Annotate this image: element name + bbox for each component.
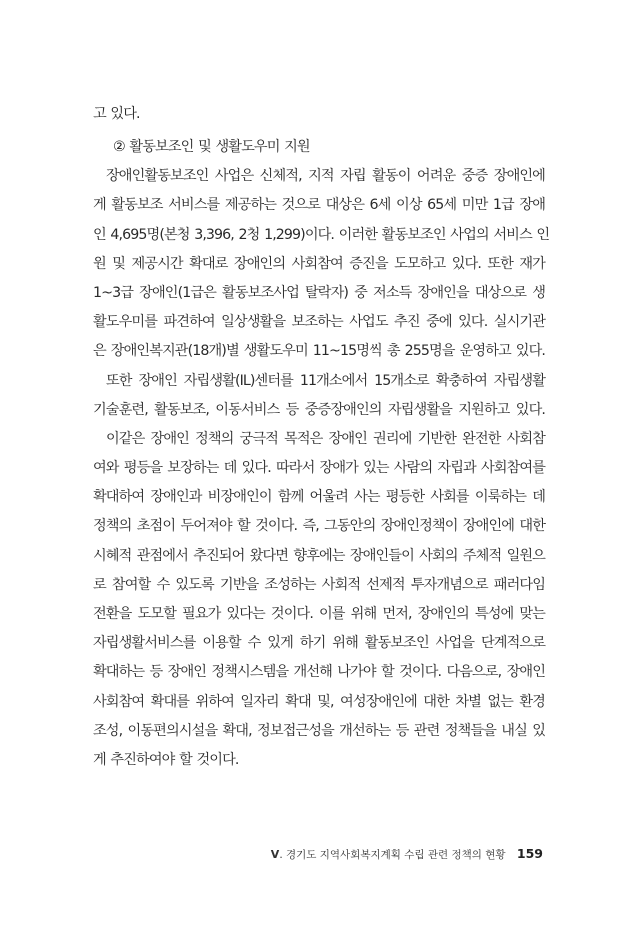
text-line: 활도우미를 파견하여 일상생활을 보조하는 사업도 추진 중에 있다. 실시기관 [93, 314, 545, 331]
text-line: 확대하는 등 장애인 정책시스템을 개선해 나가야 할 것이다. 다음으로, 장애인 [93, 664, 545, 681]
text-line: 고 있다. [93, 106, 140, 122]
text-line: 정책의 초점이 두어져야 할 것이다. 즉, 그동안의 장애인정책이 장애인에 대한 [93, 518, 545, 535]
running-title: 경기도 지역사회복지계획 수립 관련 정책의 현황 [286, 849, 506, 861]
text-line: 여와 평등을 보장하는 데 있다. 따라서 장애가 있는 사람의 자립과 사회참여를 [93, 460, 545, 477]
chapter-number: V [270, 848, 280, 861]
text-line: 로 참여할 수 있도록 기반을 조성하는 사회적 선제적 투자개념으로 패러다임 [93, 576, 545, 593]
body-text [93, 96, 550, 775]
text-line: 또한 장애인 자립생활(IL)센터를 11개소에서 15개소로 확충하여 자립생활 [106, 372, 545, 389]
text-line: 전환을 도모할 필요가 있다는 것이다. 이를 위해 먼저, 장애인의 특성에 맞는 [93, 606, 545, 622]
text-line: 장애인활동보조인 사업은 신체적, 지적 자립 활동이 어려운 중증 장애인에 [106, 168, 545, 185]
section-heading: ② 활동보조인 및 생활도우미 지원 [113, 139, 310, 155]
text-line: 게 추진하여야 할 것이다. [93, 751, 239, 768]
text-line: 1~3급 장애인(1급은 활동보조사업 탈락자) 중 저소득 장애인을 대상으로 생 [93, 284, 545, 301]
text-line: 조성, 이동편의시설을 확대, 정보접근성을 개선하는 등 관련 정책들을 내실 있 [93, 722, 545, 739]
text-line: 시혜적 관점에서 추진되어 왔다면 향후에는 장애인들이 사회의 주체적 일원으 [93, 547, 545, 564]
text-line: 사회참여 확대를 위하여 일자리 확대 및, 여성장애인에 대한 차별 없는 환경 [93, 693, 545, 710]
text-line: 원 및 제공시간 확대로 장애인의 사회참여 증진을 도모하고 있다. 또한 재가 [93, 255, 545, 272]
text-line: 인 4,695명(본청 3,396, 2청 1,299)이다. 이러한 활동보조인 사업의 서비스 인 [93, 226, 550, 243]
chapter-separator: . [279, 849, 283, 861]
page-number: 159 [516, 846, 543, 861]
text-line: 기술훈련, 활동보조, 이동서비스 등 중증장애인의 자립생활을 지원하고 있다. [93, 401, 545, 418]
text-line: 확대하여 장애인과 비장애인이 함께 어울려 사는 평등한 사회를 이룩하는 데 [93, 489, 545, 506]
page-footer [0, 846, 543, 862]
text-line: 이같은 장애인 정책의 궁극적 목적은 장애인 권리에 기반한 완전한 사회참 [106, 430, 545, 447]
text-line: 자립생활서비스를 이용할 수 있게 하기 위해 활동보조인 사업을 단계적으로 [93, 635, 545, 652]
text-line: 게 활동보조 서비스를 제공하는 것으로 대상은 6세 이상 65세 미만 1급 장애 [93, 197, 545, 214]
text-line: 은 장애인복지관(18개)별 생활도우미 11~15명씩 총 255명을 운영하고 있다. [93, 343, 545, 360]
